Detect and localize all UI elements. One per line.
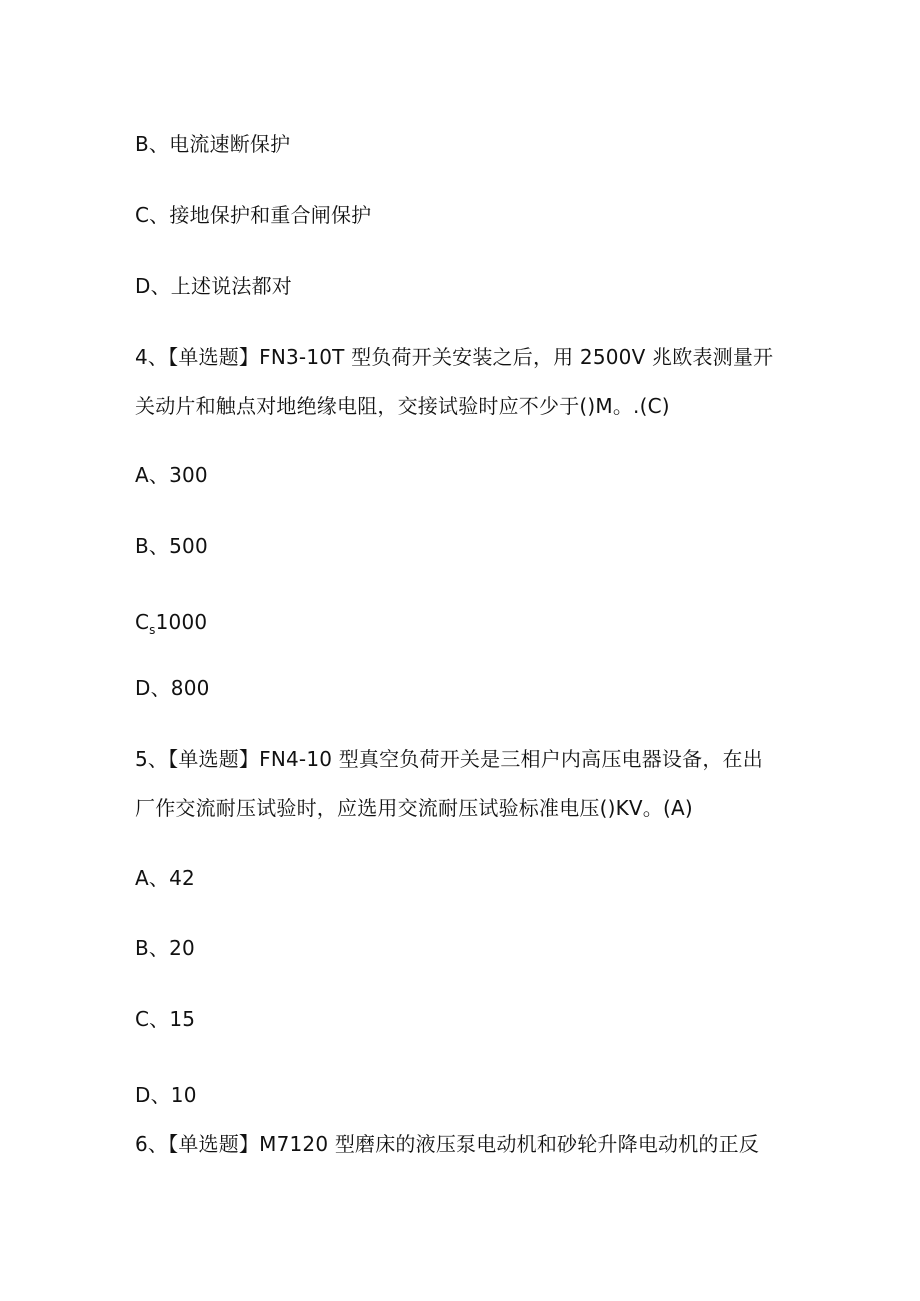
q4-option-a: A、300 xyxy=(135,463,208,487)
q3-option-b: B、电流速断保护 xyxy=(135,132,291,156)
q5-option-d: D、10 xyxy=(135,1083,197,1107)
q6-stem-line1: 6、【单选题】M7120 型磨床的液压泵电动机和砂轮升降电动机的正反 xyxy=(135,1132,760,1156)
q5-option-c: C、15 xyxy=(135,1007,196,1031)
q3-option-d: D、上述说法都对 xyxy=(135,274,293,298)
q3-option-c: C、接地保护和重合闸保护 xyxy=(135,203,372,227)
q4-stem-line1: 4、【单选题】FN3-10T 型负荷开关安装之后，用 2500V 兆欧表测量开 xyxy=(135,345,774,369)
q4-option-d: D、800 xyxy=(135,676,210,700)
q4-option-c-sub: s xyxy=(149,623,156,637)
q4-stem-line2: 关动片和触点对地绝缘电阻，交接试验时应不少于()M。.(C) xyxy=(135,394,670,418)
q4-option-c xyxy=(135,609,207,643)
q5-option-a: A、42 xyxy=(135,866,195,890)
q4-option-b: B、500 xyxy=(135,534,208,558)
q4-option-c-letter: C xyxy=(135,610,150,634)
q5-option-b: B、20 xyxy=(135,936,195,960)
q5-stem-line1: 5、【单选题】FN4-10 型真空负荷开关是三相户内高压电器设备，在出 xyxy=(135,747,763,771)
q4-option-c-value: 1000 xyxy=(155,610,208,634)
q5-stem-line2: 厂作交流耐压试验时，应选用交流耐压试验标准电压()KV。(A) xyxy=(135,796,693,820)
